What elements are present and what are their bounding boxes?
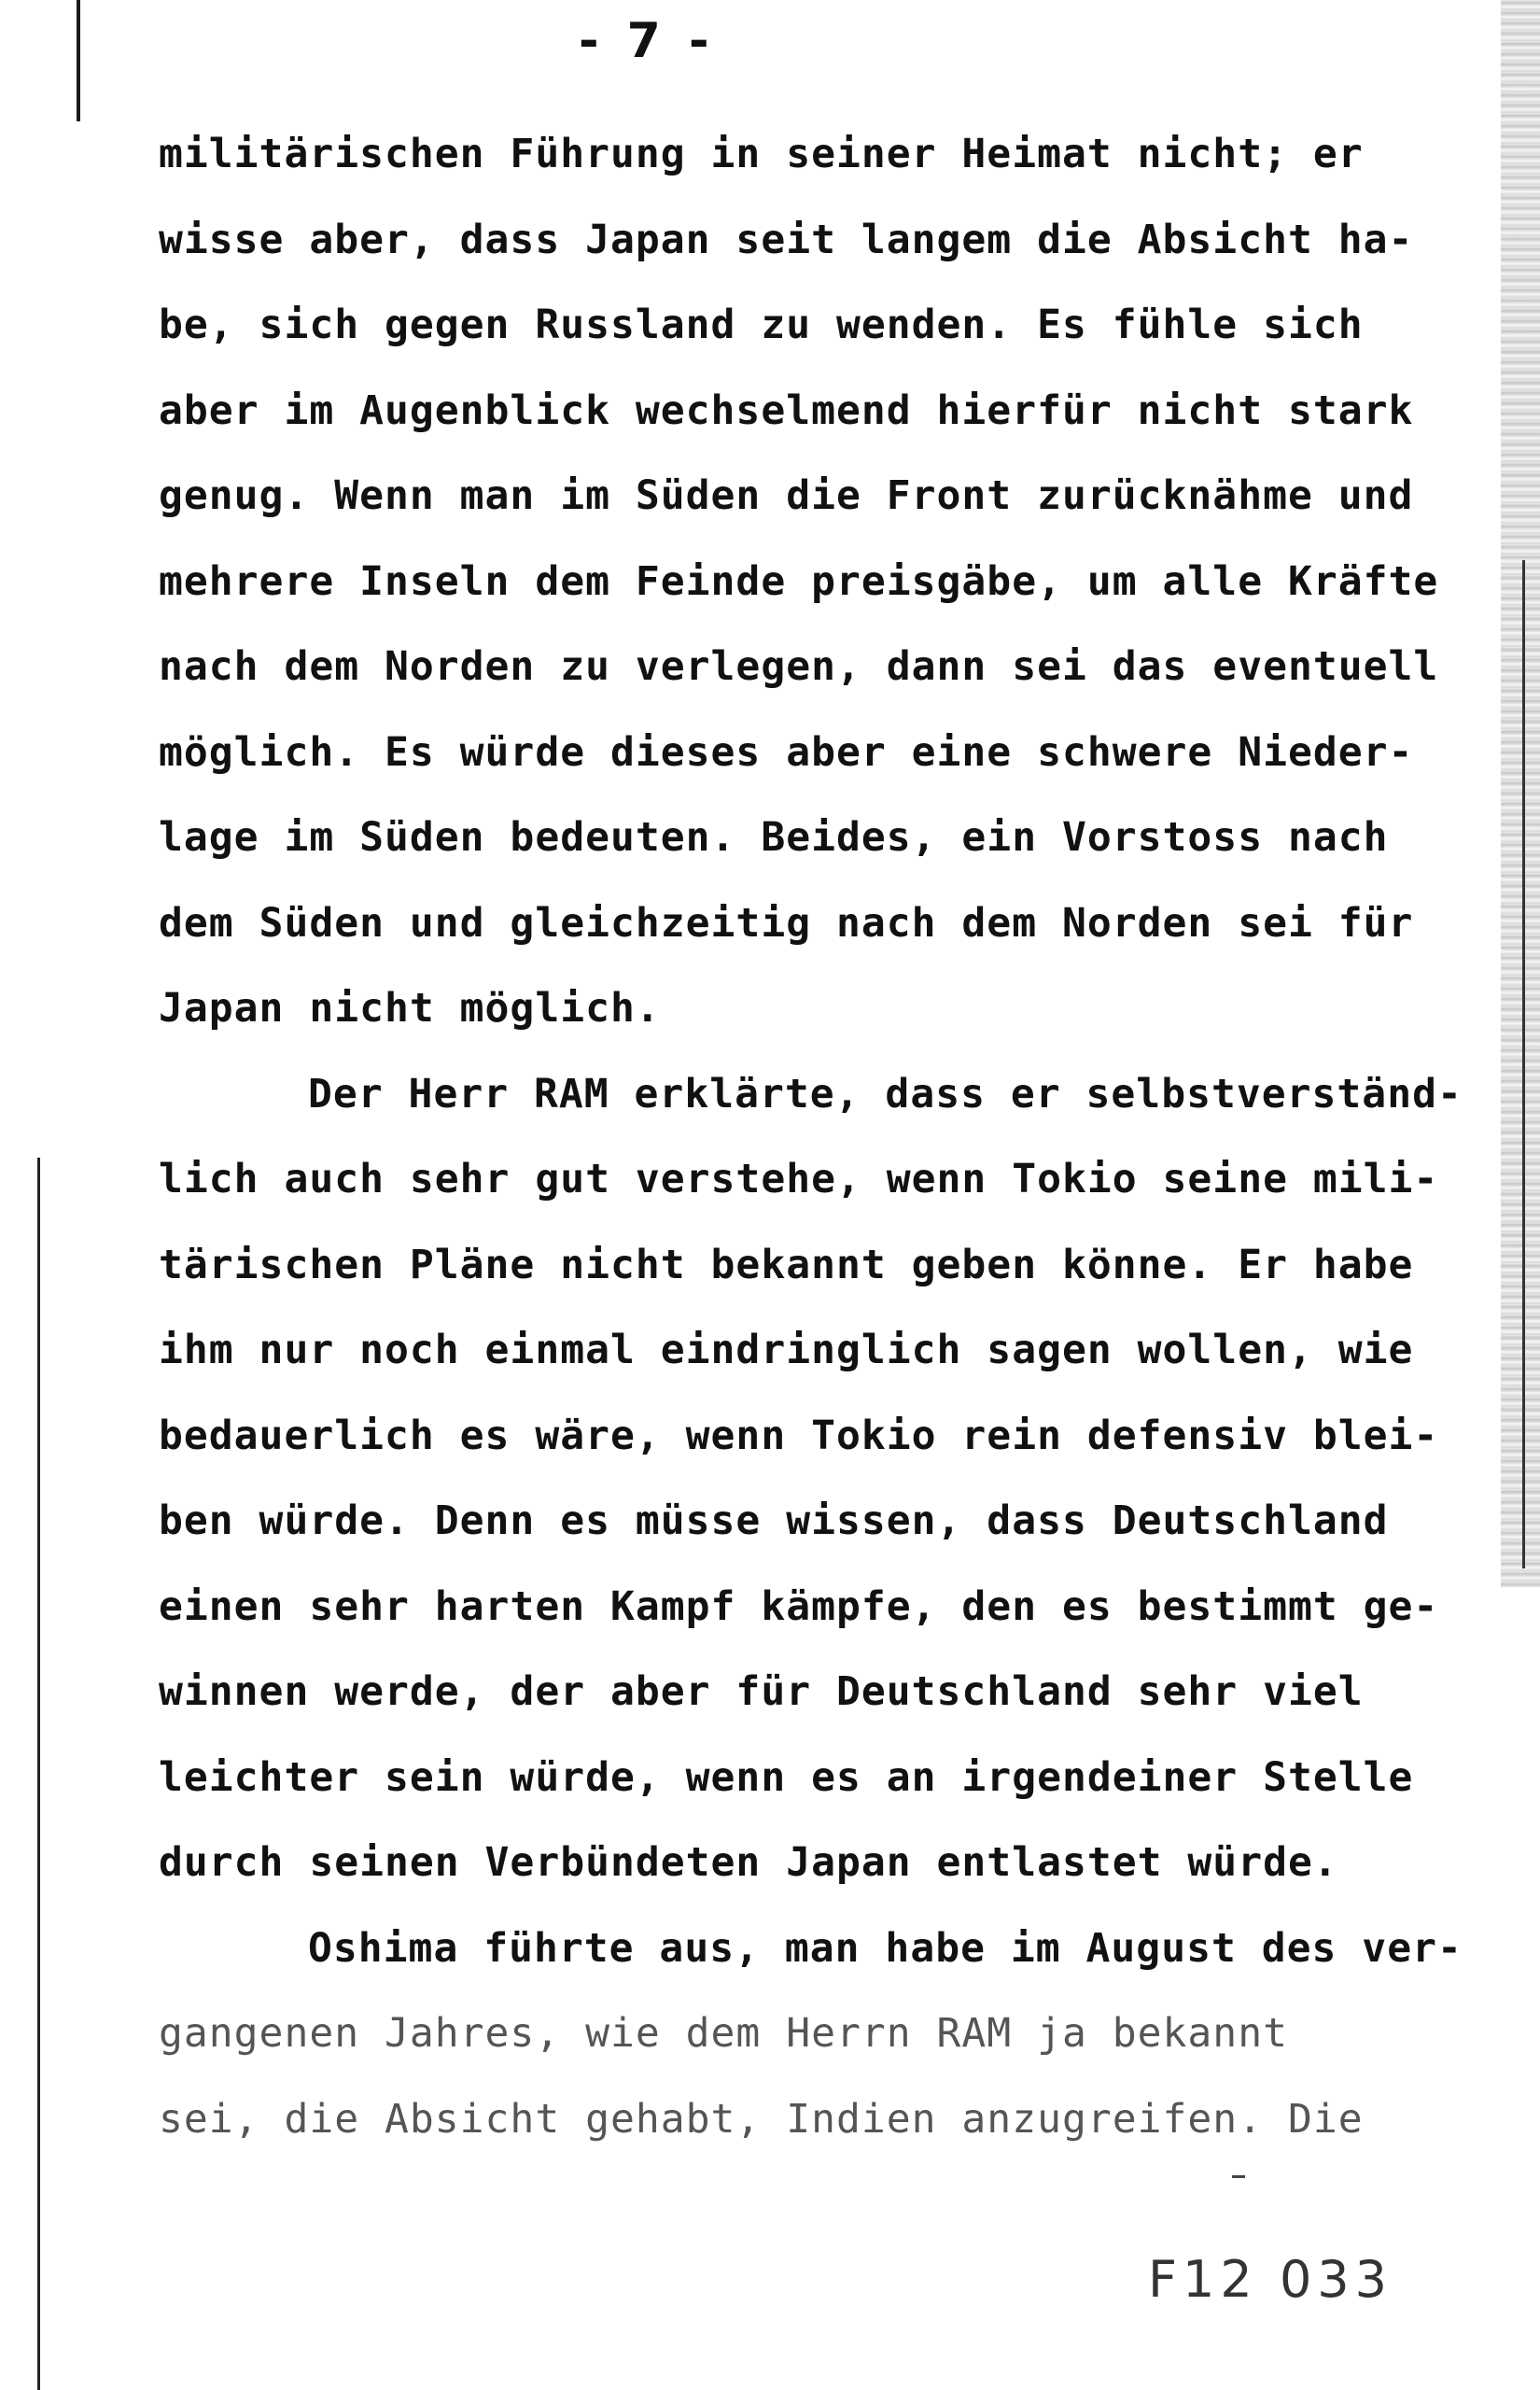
scan-margin-line-lower <box>37 1158 40 2390</box>
text-line: tärischen Pläne nicht bekannt geben könne. Er habe <box>159 1241 1414 1288</box>
scan-margin-line <box>77 0 80 121</box>
text-line: durch seinen Verbündeten Japan entlastet würde. <box>159 1839 1338 1886</box>
scan-right-edge <box>1501 0 1540 1587</box>
text-line: nach dem Norden zu verlegen, dann sei das eventuell <box>159 643 1439 690</box>
archive-number: F12 033 <box>1148 2250 1393 2309</box>
text-line: dem Süden und gleichzeitig nach dem Norden sei für <box>159 899 1414 947</box>
text-line: winnen werde, der aber für Deutschland sehr viel <box>159 1668 1364 1715</box>
text-line: militärischen Führung in seiner Heimat nicht; er <box>159 131 1364 177</box>
page-number: - 7 - <box>579 13 715 69</box>
text-line: genug. Wenn man im Süden die Front zurücknähme und <box>159 472 1414 519</box>
text-line: Der Herr RAM erklärte, dass er selbstverständ- <box>308 1070 1463 1118</box>
text-line: Oshima führte aus, man habe im August des ver- <box>308 1924 1463 1972</box>
text-line: leichter sein würde, wenn es an irgendeiner Stelle <box>159 1753 1414 1801</box>
text-line: wisse aber, dass Japan seit langem die Absicht ha- <box>159 216 1414 263</box>
text-line: ihm nur noch einmal eindringlich sagen wollen, wie <box>159 1327 1414 1373</box>
text-line: gangenen Jahres, wie dem Herrn RAM ja bekannt <box>159 2010 1288 2057</box>
scan-right-edge-line <box>1522 560 1525 1568</box>
text-line: mehrere Inseln dem Feinde preisgäbe, um alle Kräfte <box>159 557 1439 605</box>
text-line: möglich. Es würde dieses aber eine schwere Nieder- <box>159 728 1414 776</box>
text-line: sei, die Absicht gehabt, Indien anzugreifen. Die <box>159 2095 1364 2143</box>
body-text <box>159 112 1484 2162</box>
text-line: lage im Süden bedeuten. Beides, ein Vorstoss nach <box>159 814 1389 861</box>
text-line: be, sich gegen Russland zu wenden. Es fühle sich <box>159 302 1364 348</box>
text-line: ben würde. Denn es müsse wissen, dass Deutschland <box>159 1497 1389 1544</box>
text-line: bedauerlich es wäre, wenn Tokio rein defensiv blei- <box>159 1412 1439 1459</box>
scan-dash-mark <box>1232 2175 1245 2178</box>
text-line: lich auch sehr gut verstehe, wenn Tokio seine mili- <box>159 1156 1439 1202</box>
text-line: einen sehr harten Kampf kämpfe, den es bestimmt ge- <box>159 1582 1439 1630</box>
text-line: Japan nicht möglich. <box>159 985 661 1032</box>
text-line: aber im Augenblick wechselmend hierfür nicht stark <box>159 387 1414 434</box>
